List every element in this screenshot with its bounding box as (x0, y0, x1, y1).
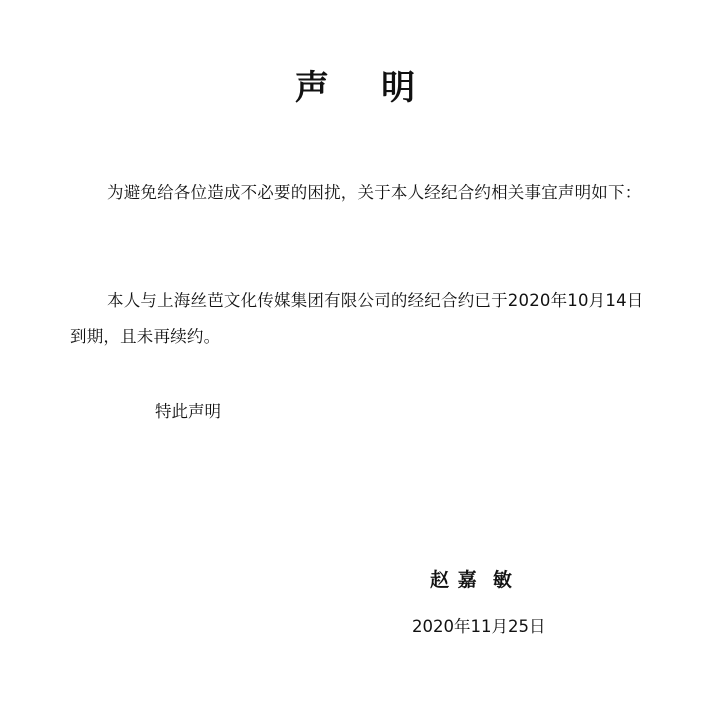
statement-date: 2020年11月25日 (412, 617, 546, 636)
signature-name: 赵 嘉 敏 (430, 569, 513, 591)
closing-text: 特此声明 (155, 402, 221, 421)
document-title: 声 明 (294, 68, 417, 108)
statement-paragraph-2: 本人与上海丝芭文化传媒集团有限公司的经纪合约已于2020年10月14日到期，且未再续约。 (70, 291, 644, 346)
statement-paragraph-1: 为避免给各位造成不必要的困扰，关于本人经纪合约相关事宜声明如下： (107, 183, 642, 202)
